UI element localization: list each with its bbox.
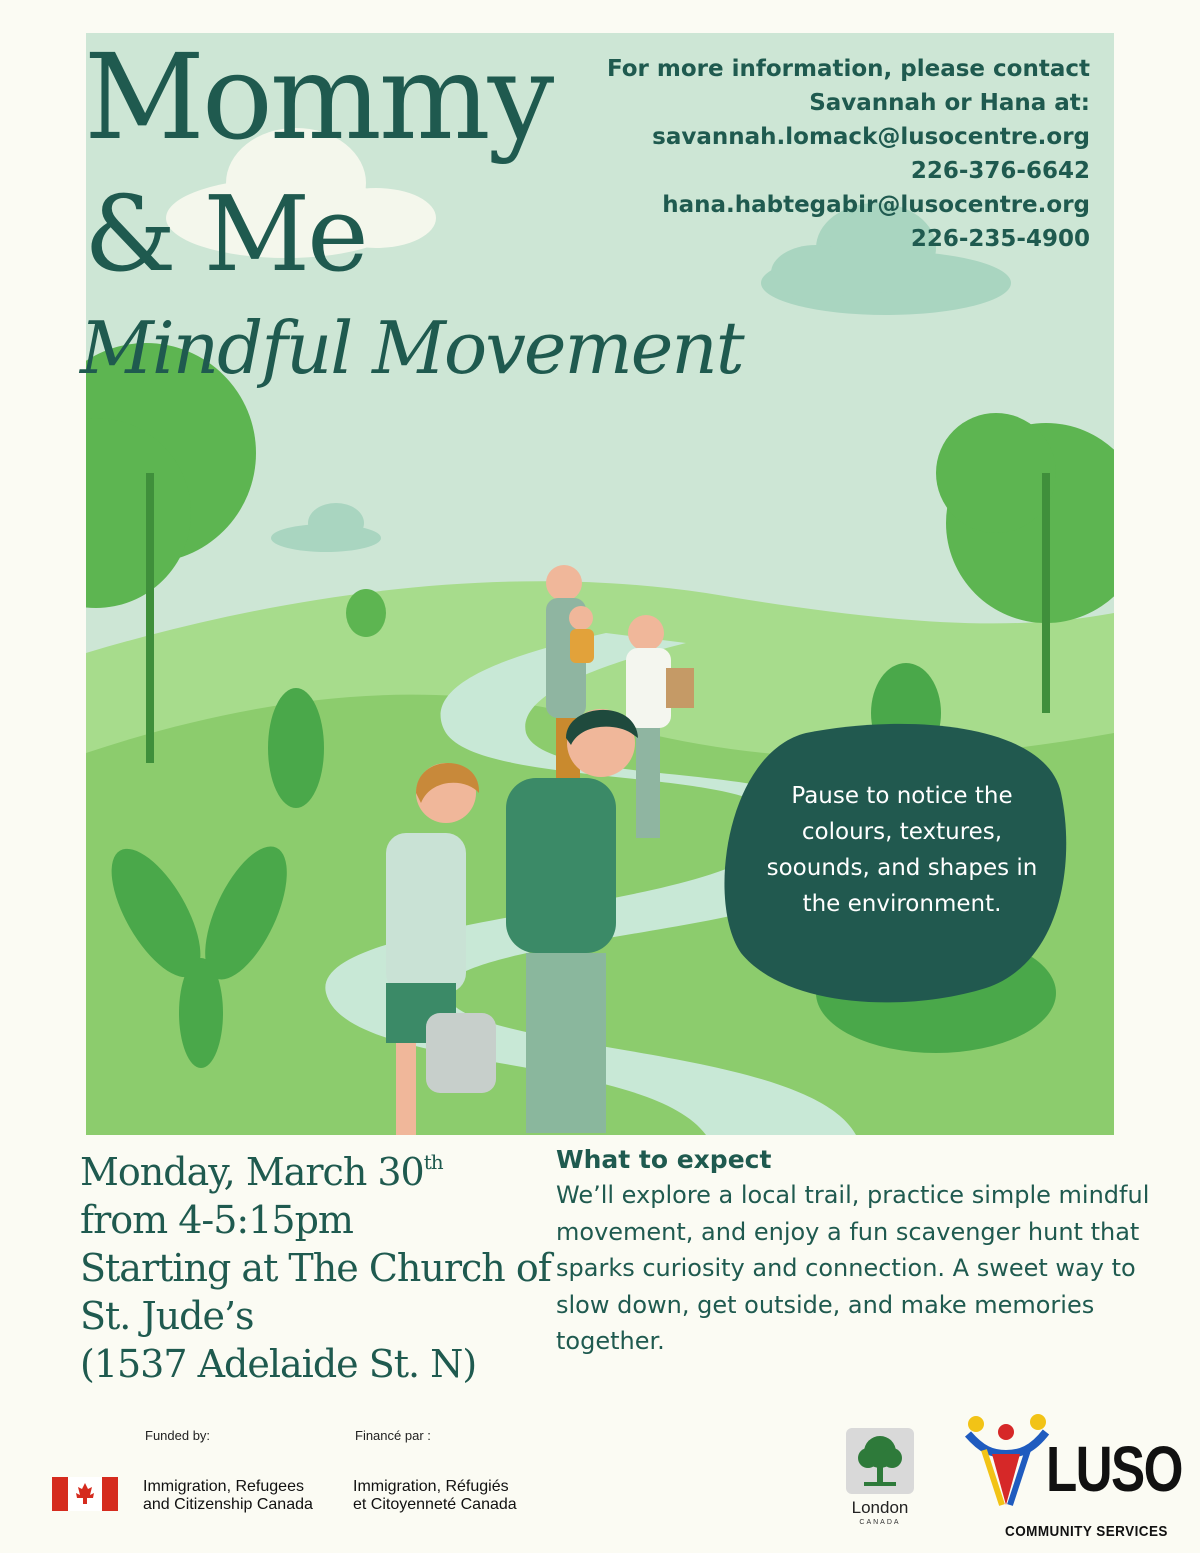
contact-email-hana[interactable]: hana.habtegabir@lusocentre.org <box>662 192 1090 218</box>
agency-fr-line2: et Citoyenneté Canada <box>353 1496 517 1513</box>
agency-en-line1: Immigration, Refugees <box>143 1478 304 1495</box>
london-logo-subtext: CANADA <box>859 1519 901 1526</box>
event-date: Monday, March 30 <box>80 1150 424 1194</box>
london-logo <box>846 1428 914 1494</box>
event-details <box>80 1138 551 1388</box>
title-line-1: Mommy <box>84 28 552 166</box>
agency-fr-line1: Immigration, Réfugiés <box>353 1478 509 1495</box>
london-logo-name: London <box>851 1498 909 1517</box>
expect-body: We’ll explore a local trail, practice simple mindful movement, and enjoy a fun scavenger hunt that sparks curiosity and connection. A sweet way to slow down, get outside, and make memories together. <box>556 1181 1150 1355</box>
event-date-suffix: th <box>423 1150 443 1174</box>
cloud-shape <box>271 503 381 552</box>
title-line-2: & Me <box>84 173 366 295</box>
tree-icon <box>846 1428 914 1494</box>
finance-par-label: Financé par : <box>355 1428 431 1443</box>
contact-names-line: Savannah or Hana at: <box>809 90 1090 116</box>
agency-name-en <box>143 1478 313 1514</box>
contact-phone-hana[interactable]: 226-235-4900 <box>910 226 1090 252</box>
what-to-expect <box>556 1143 1156 1360</box>
event-time: from 4-5:15pm <box>80 1198 353 1242</box>
luso-logo-subtext: COMMUNITY SERVICES <box>1005 1523 1168 1540</box>
luso-people-icon <box>962 1410 1052 1510</box>
agency-en-line2: and Citizenship Canada <box>143 1496 313 1513</box>
contact-block <box>607 52 1090 256</box>
title-subtitle: Mindful Movement <box>80 306 743 390</box>
event-location-line2: St. Jude’s <box>80 1294 254 1338</box>
contact-email-savannah[interactable]: savannah.lomack@lusocentre.org <box>652 124 1090 150</box>
event-address: (1537 Adelaide St. N) <box>80 1342 477 1386</box>
contact-intro-line: For more information, please contact <box>606 56 1090 82</box>
agency-name-fr <box>353 1478 517 1514</box>
event-location-line1: Starting at The Church of <box>80 1246 551 1290</box>
luso-logo-name: LUSO <box>1046 1433 1182 1505</box>
canada-flag-icon <box>52 1477 118 1511</box>
callout-text: Pause to notice the colours, textures, soounds, and shapes in the environment. <box>766 783 1038 917</box>
contact-phone-savannah[interactable]: 226-376-6642 <box>910 158 1090 184</box>
expect-heading: What to expect <box>556 1145 772 1174</box>
funded-by-label: Funded by: <box>145 1428 211 1443</box>
